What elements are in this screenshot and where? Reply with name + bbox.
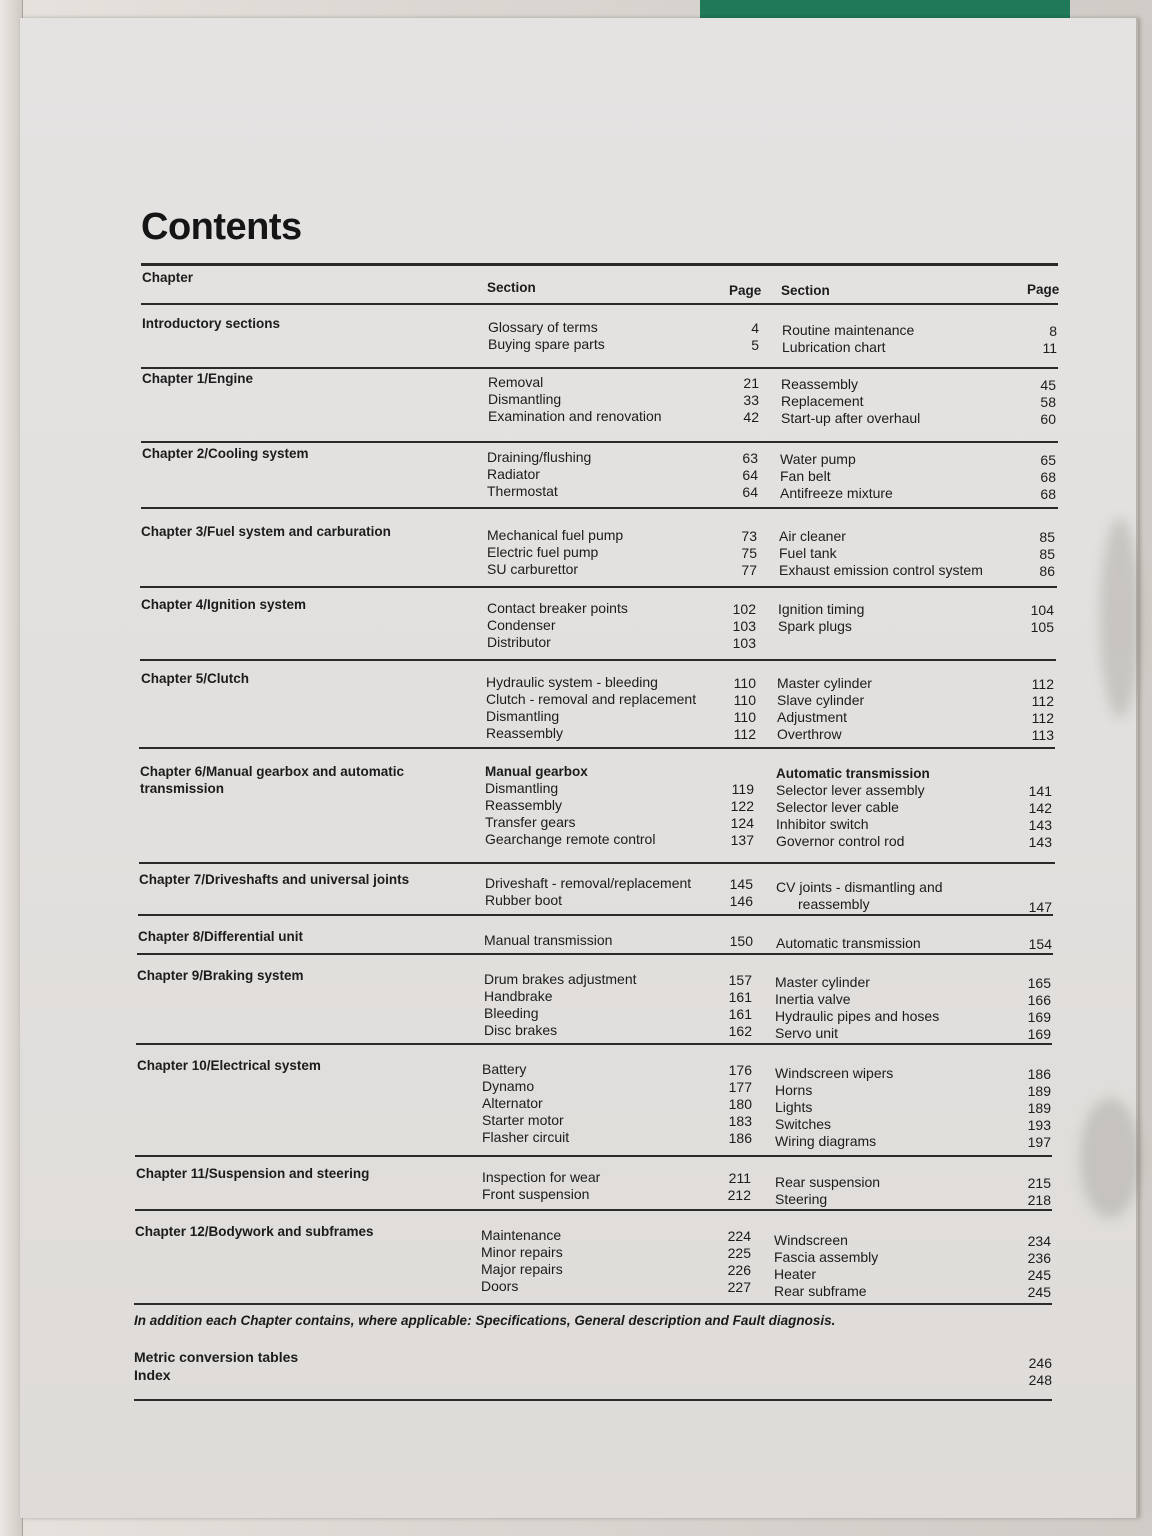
section-item[interactable]: Inertia valve [775,991,851,1007]
page-number: 110 [733,709,756,725]
page-number: 143 [1028,834,1052,850]
page-number: 103 [732,618,756,634]
page-number: 150 [729,933,753,949]
section-item[interactable]: Heater [774,1266,817,1282]
page-number: 103 [732,635,756,651]
section-item[interactable]: reassembly [798,896,870,912]
section-item[interactable]: Adjustment [777,709,848,725]
section-item[interactable]: Fuel tank [779,545,837,561]
section-item[interactable]: Routine maintenance [782,322,915,338]
section-item[interactable]: Buying spare parts [488,336,605,352]
section-item[interactable]: Glossary of terms [488,319,598,335]
row-divider [139,747,1055,749]
section-item[interactable]: Horns [775,1082,813,1098]
page-number: 11 [1042,340,1057,356]
section-item[interactable]: Disc brakes [484,1022,558,1038]
section-item[interactable]: Windscreen [774,1232,848,1248]
section-item[interactable]: Condenser [487,617,556,633]
page-number: 112 [733,726,756,742]
row-divider [135,1155,1052,1157]
section-item[interactable]: Front suspension [482,1186,590,1202]
page-number: 110 [733,692,756,708]
page-number: 161 [728,989,752,1005]
section-item[interactable]: Fascia assembly [774,1249,879,1265]
section-item[interactable]: Distributor [487,634,551,650]
section-item[interactable]: Thermostat [487,483,558,499]
page-number: 4 [751,320,759,336]
section-item[interactable]: Dismantling [486,708,560,724]
extra-label[interactable]: Metric conversion tables [134,1349,299,1365]
row-divider [141,367,1058,369]
section-item[interactable]: Master cylinder [775,974,870,990]
stain [1100,518,1140,718]
page-number: 245 [1027,1267,1051,1283]
row-divider [140,586,1057,588]
page-number: 33 [743,392,759,408]
page-title: Contents [141,206,302,248]
section-item[interactable]: Clutch - removal and replacement [486,691,697,707]
page-number: 224 [727,1228,751,1244]
extra-page: 246 [1028,1355,1052,1371]
section-item[interactable]: CV joints - dismantling and [776,879,943,895]
chapter-title[interactable]: Chapter 3/Fuel system and carburation [141,524,391,539]
section-item[interactable]: Antifreeze mixture [780,485,893,501]
section-item[interactable]: Inspection for wear [482,1169,601,1185]
chapter-title[interactable]: Chapter 4/Ignition system [141,597,307,612]
page-number: 162 [728,1023,752,1039]
page-number: 189 [1027,1083,1051,1099]
section-item[interactable]: Hydraulic pipes and hoses [775,1008,940,1024]
row-divider [140,659,1056,661]
header-rule [141,303,1058,305]
section-item[interactable]: Exhaust emission control system [779,562,983,578]
page-number: 193 [1027,1117,1051,1133]
page-number: 124 [730,815,754,831]
section-item[interactable]: Selector lever cable [776,799,899,815]
page-number: 8 [1049,323,1057,339]
page-number: 119 [731,781,754,797]
section-item[interactable]: Contact breaker points [487,600,628,616]
chapter-title[interactable]: Chapter 1/Engine [142,371,254,386]
section-group-heading: Automatic transmission [776,766,930,781]
section-item[interactable]: Reassembly [485,797,563,813]
bottom-rule [134,1399,1052,1401]
extra-page: 248 [1028,1372,1052,1388]
section-item[interactable]: Gearchange remote control [485,831,656,847]
page-number: 157 [728,972,752,988]
section-item[interactable]: Starter motor [482,1112,564,1128]
section-item[interactable]: Electric fuel pump [487,544,599,560]
page-number: 122 [730,798,754,814]
section-item[interactable]: Fan belt [780,468,831,484]
page-number: 161 [728,1006,752,1022]
section-item[interactable]: Master cylinder [777,675,872,691]
page-number: 226 [727,1262,751,1278]
section-item[interactable]: Reassembly [486,725,564,741]
page-number: 21 [743,375,759,391]
section-item[interactable]: Servo unit [775,1025,839,1041]
section-item[interactable]: Transfer gears [485,814,576,830]
chapter-title[interactable]: Chapter 2/Cooling system [142,446,309,461]
page-number: 45 [1040,377,1056,393]
section-item[interactable]: Major repairs [481,1261,563,1277]
title-rule [141,263,1058,266]
page-number: 145 [729,876,753,892]
page-number: 141 [1028,783,1052,799]
page-number: 197 [1027,1134,1051,1150]
section-item[interactable]: SU carburettor [487,561,579,577]
page-number: 85 [1039,546,1055,562]
row-divider [135,1209,1052,1211]
chapter-title[interactable]: Chapter 8/Differential unit [138,929,304,944]
page-number: 68 [1040,469,1056,485]
page-number: 113 [1031,727,1054,743]
page-number: 110 [733,675,756,691]
page-number: 177 [728,1079,752,1095]
page-number: 77 [741,562,757,578]
section-item[interactable]: Ignition timing [778,601,865,617]
section-item[interactable]: Handbrake [484,988,553,1004]
page-number: 176 [728,1062,752,1078]
page-number: 189 [1027,1100,1051,1116]
section-item[interactable]: Removal [488,374,544,390]
page-number: 147 [1028,899,1052,915]
chapter-title[interactable]: Chapter 11/Suspension and steering [136,1166,370,1181]
row-divider [138,914,1053,916]
page-number: 58 [1040,394,1056,410]
section-item[interactable]: Drum brakes adjustment [484,971,637,987]
section-item[interactable]: Replacement [781,393,864,409]
section-item[interactable]: Dismantling [485,780,559,796]
page-number: 211 [728,1170,751,1186]
page-number: 183 [728,1113,752,1129]
section-item[interactable]: Draining/flushing [487,449,592,465]
table-end-rule [134,1303,1052,1305]
section-item[interactable]: Overthrow [777,726,842,742]
section-item[interactable]: Maintenance [481,1227,562,1243]
page-number: 73 [741,528,757,544]
page-number: 65 [1040,452,1056,468]
section-item[interactable]: Water pump [780,451,856,467]
page-number: 180 [728,1096,752,1112]
page-number: 68 [1040,486,1056,502]
row-divider [141,441,1058,443]
section-item[interactable]: Rubber boot [485,892,563,908]
row-divider [141,507,1058,509]
section-item[interactable]: Lubrication chart [782,339,886,355]
page-number: 64 [742,484,758,500]
section-item[interactable]: Automatic transmission [776,935,921,951]
section-item[interactable]: Selector lever assembly [776,782,925,798]
page-number: 227 [727,1279,751,1295]
page-number: 42 [743,409,759,425]
section-item[interactable]: Radiator [487,466,540,482]
section-item[interactable]: Start-up after overhaul [781,410,921,426]
page-number: 75 [741,545,757,561]
page-number: 63 [742,450,758,466]
chapter-title[interactable]: Chapter 10/Electrical system [137,1058,321,1073]
page-number: 218 [1027,1192,1051,1208]
page-number: 64 [742,467,758,483]
section-item[interactable]: Examination and renovation [488,408,662,424]
page-number: 245 [1027,1284,1051,1300]
section-item[interactable]: Manual transmission [484,932,613,948]
section-item[interactable]: Bleeding [484,1005,539,1021]
header-page-2: Page [1027,282,1060,297]
section-item[interactable]: Steering [775,1191,828,1207]
section-item[interactable]: Reassembly [781,376,859,392]
page-number: 5 [751,337,759,353]
page-number: 236 [1027,1250,1051,1266]
page-number: 105 [1030,619,1054,635]
section-item[interactable]: Wiring diagrams [775,1133,877,1149]
row-divider [136,1043,1052,1045]
section-item[interactable]: Rear subframe [774,1283,867,1299]
header-section-1: Section [487,280,536,295]
page-number: 137 [730,832,754,848]
page-number: 86 [1039,563,1055,579]
page-number: 165 [1027,975,1051,991]
section-group-heading: Manual gearbox [485,764,588,779]
page-number: 112 [1031,676,1054,692]
page-number: 112 [1031,710,1054,726]
section-item[interactable]: Lights [775,1099,813,1115]
chapter-title[interactable]: Chapter 5/Clutch [141,671,250,686]
section-item[interactable]: Rear suspension [775,1174,881,1190]
page-number: 169 [1027,1026,1051,1042]
section-item[interactable]: Slave cylinder [777,692,865,708]
section-item[interactable]: Inhibitor switch [776,816,869,832]
section-item[interactable]: Driveshaft - removal/replacement [485,875,692,891]
page-number: 112 [1031,693,1054,709]
page-number: 186 [728,1130,752,1146]
page-number: 215 [1027,1175,1051,1191]
chapter-title[interactable]: Chapter 7/Driveshafts and universal joints [139,872,410,887]
page-number: 154 [1028,936,1052,952]
chapter-title[interactable]: Chapter 9/Braking system [137,968,304,983]
page-number: 166 [1027,992,1051,1008]
page-number: 60 [1040,411,1056,427]
section-item[interactable]: Dismantling [488,391,562,407]
extra-label[interactable]: Index [134,1367,171,1383]
page-number: 104 [1030,602,1054,618]
page-number: 146 [729,893,753,909]
section-item[interactable]: Minor repairs [481,1244,563,1260]
section-item[interactable]: Alternator [482,1095,543,1111]
page-number: 186 [1027,1066,1051,1082]
header-page-1: Page [729,283,762,298]
page-number: 85 [1039,529,1055,545]
chapter-note: In addition each Chapter contains, where applicable: Specifications, General description and Fault diagnosis. [134,1313,836,1328]
section-item[interactable]: Windscreen wipers [775,1065,894,1081]
section-item[interactable]: Doors [481,1278,519,1294]
section-item[interactable]: Spark plugs [778,618,852,634]
row-divider [137,953,1053,955]
chapter-title[interactable]: Introductory sections [142,316,281,331]
page-number: 169 [1027,1009,1051,1025]
header-section-2: Section [781,283,830,298]
section-item[interactable]: Dynamo [482,1078,535,1094]
section-item[interactable]: Mechanical fuel pump [487,527,624,543]
page-number: 212 [727,1187,751,1203]
section-item[interactable]: Flasher circuit [482,1129,570,1145]
row-divider [139,862,1055,864]
header-chapter: Chapter [142,270,194,285]
page-number: 143 [1028,817,1052,833]
section-item[interactable]: Governor control rod [776,833,905,849]
stain [1080,1098,1140,1218]
chapter-title[interactable]: Chapter 6/Manual gearbox and automatic transmission [140,764,405,796]
page-number: 234 [1027,1233,1051,1249]
page-number: 225 [727,1245,751,1261]
section-item[interactable]: Air cleaner [779,528,846,544]
section-item[interactable]: Hydraulic system - bleeding [486,674,658,690]
page-number: 142 [1028,800,1052,816]
section-item[interactable]: Switches [775,1116,832,1132]
chapter-title[interactable]: Chapter 12/Bodywork and subframes [135,1224,374,1239]
section-item[interactable]: Battery [482,1061,527,1077]
page-number: 102 [732,601,756,617]
